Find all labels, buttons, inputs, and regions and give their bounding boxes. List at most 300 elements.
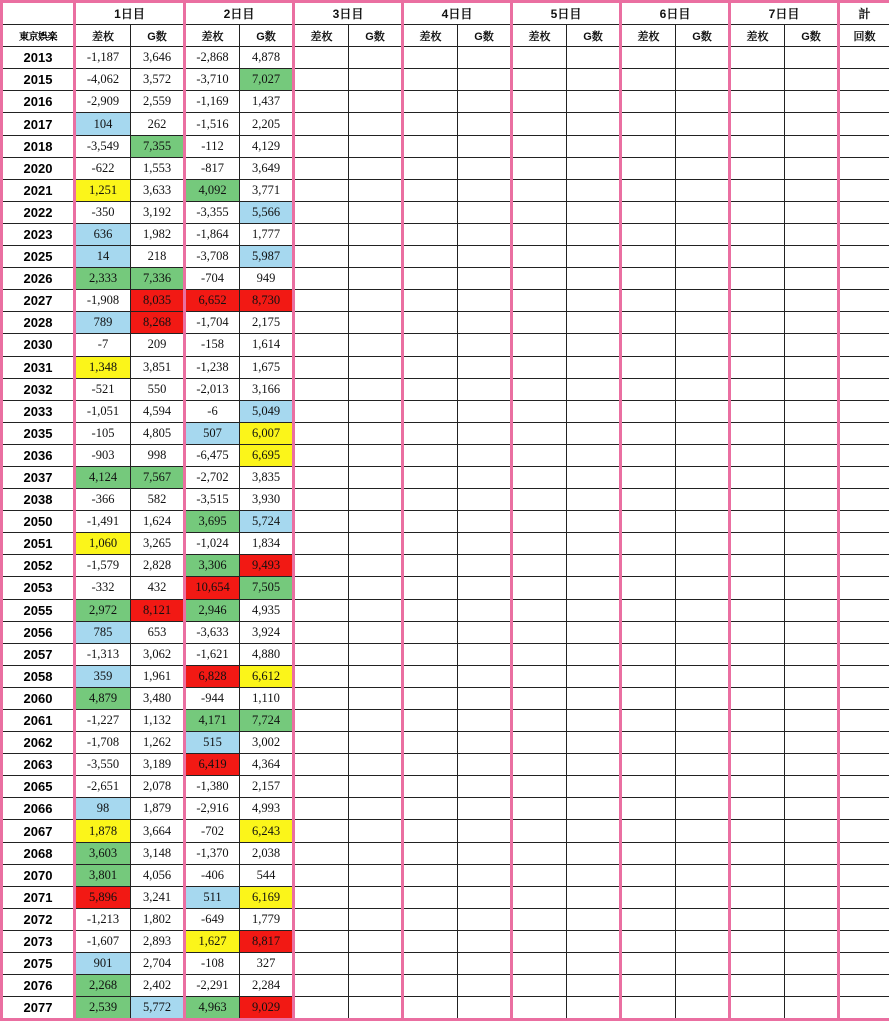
games-cell [567, 997, 621, 1020]
games-cell [567, 157, 621, 179]
games-cell [676, 91, 730, 113]
games-cell: 3,664 [131, 820, 185, 842]
diff-cell [512, 444, 567, 466]
games-cell [785, 864, 839, 886]
diff-cell [512, 511, 567, 533]
col-games-header: G数 [458, 25, 512, 47]
games-cell: 998 [131, 444, 185, 466]
diff-cell [730, 312, 785, 334]
diff-cell: -622 [75, 157, 131, 179]
games-cell: 3,148 [131, 842, 185, 864]
games-cell [567, 179, 621, 201]
diff-cell [730, 201, 785, 223]
diff-cell: -1,169 [185, 91, 240, 113]
diff-cell [512, 312, 567, 334]
count-cell [839, 754, 889, 776]
diff-cell: -2,916 [185, 798, 240, 820]
diff-cell [403, 334, 458, 356]
diff-cell: -1,313 [75, 643, 131, 665]
diff-cell: 3,801 [75, 864, 131, 886]
total-header: 計 [839, 2, 889, 25]
diff-cell [730, 113, 785, 135]
games-cell [785, 842, 839, 864]
diff-cell [730, 643, 785, 665]
diff-cell [294, 400, 349, 422]
games-cell: 5,049 [240, 400, 294, 422]
games-cell: 2,038 [240, 842, 294, 864]
games-cell [458, 157, 512, 179]
diff-cell [621, 113, 676, 135]
games-cell [785, 334, 839, 356]
machine-number: 2066 [2, 798, 75, 820]
games-cell: 4,594 [131, 400, 185, 422]
diff-cell [512, 69, 567, 91]
diff-cell [512, 820, 567, 842]
machine-number: 2077 [2, 997, 75, 1020]
games-cell [567, 290, 621, 312]
diff-cell: -3,550 [75, 754, 131, 776]
diff-cell: 3,603 [75, 842, 131, 864]
diff-cell: 1,060 [75, 533, 131, 555]
diff-cell [403, 820, 458, 842]
table-row [2, 179, 889, 201]
games-cell [458, 223, 512, 245]
diff-cell [621, 886, 676, 908]
table-row [2, 290, 889, 312]
diff-cell [621, 687, 676, 709]
games-cell [567, 908, 621, 930]
table-row [2, 444, 889, 466]
games-cell [567, 710, 621, 732]
games-cell [676, 643, 730, 665]
diff-cell [294, 864, 349, 886]
games-cell [676, 798, 730, 820]
diff-cell [621, 334, 676, 356]
machine-number: 2071 [2, 886, 75, 908]
day-header: 3日目 [294, 2, 403, 25]
diff-cell [512, 710, 567, 732]
games-cell: 4,993 [240, 798, 294, 820]
diff-cell [403, 444, 458, 466]
diff-cell [294, 842, 349, 864]
games-cell: 7,505 [240, 577, 294, 599]
diff-cell [621, 599, 676, 621]
diff-cell [621, 533, 676, 555]
diff-cell [512, 577, 567, 599]
games-cell [458, 268, 512, 290]
table-row [2, 997, 889, 1020]
games-cell [458, 246, 512, 268]
games-cell [349, 621, 403, 643]
diff-cell [730, 555, 785, 577]
games-cell: 7,724 [240, 710, 294, 732]
games-cell [676, 533, 730, 555]
diff-cell [621, 643, 676, 665]
table-row [2, 113, 889, 135]
games-cell [567, 776, 621, 798]
diff-cell [730, 710, 785, 732]
count-cell [839, 466, 889, 488]
games-cell [785, 268, 839, 290]
diff-cell: -3,515 [185, 489, 240, 511]
diff-cell [512, 91, 567, 113]
count-cell [839, 997, 889, 1020]
games-cell [458, 665, 512, 687]
diff-cell [403, 47, 458, 69]
games-cell: 3,646 [131, 47, 185, 69]
games-cell: 6,169 [240, 886, 294, 908]
diff-cell [294, 643, 349, 665]
diff-cell [403, 953, 458, 975]
diff-cell: -1,621 [185, 643, 240, 665]
table-row [2, 135, 889, 157]
diff-cell [512, 908, 567, 930]
games-cell [785, 754, 839, 776]
games-cell: 2,559 [131, 91, 185, 113]
diff-cell [621, 290, 676, 312]
games-cell: 3,480 [131, 687, 185, 709]
games-cell [458, 886, 512, 908]
games-cell: 3,771 [240, 179, 294, 201]
machine-number: 2075 [2, 953, 75, 975]
games-cell [676, 489, 730, 511]
table-row [2, 842, 889, 864]
games-cell [676, 223, 730, 245]
games-cell [567, 886, 621, 908]
diff-cell [403, 533, 458, 555]
diff-cell: -1,213 [75, 908, 131, 930]
diff-cell [403, 356, 458, 378]
table-row [2, 643, 889, 665]
machine-number: 2023 [2, 223, 75, 245]
games-cell [349, 400, 403, 422]
games-cell [458, 113, 512, 135]
diff-cell [621, 400, 676, 422]
games-cell [349, 599, 403, 621]
games-cell [349, 378, 403, 400]
diff-cell [730, 577, 785, 599]
games-cell [785, 975, 839, 997]
games-cell [676, 842, 730, 864]
diff-cell [403, 179, 458, 201]
diff-cell: -1,187 [75, 47, 131, 69]
count-cell [839, 776, 889, 798]
games-cell [567, 864, 621, 886]
games-cell: 6,243 [240, 820, 294, 842]
games-cell [567, 555, 621, 577]
games-cell [676, 621, 730, 643]
diff-cell [294, 710, 349, 732]
diff-cell [512, 334, 567, 356]
games-cell [785, 511, 839, 533]
games-cell: 1,675 [240, 356, 294, 378]
count-cell [839, 378, 889, 400]
table-row [2, 577, 889, 599]
games-cell [567, 621, 621, 643]
diff-cell: 2,946 [185, 599, 240, 621]
games-cell: 2,284 [240, 975, 294, 997]
count-cell [839, 577, 889, 599]
games-cell [785, 422, 839, 444]
diff-cell [621, 201, 676, 223]
diff-cell: -1,024 [185, 533, 240, 555]
games-cell [676, 687, 730, 709]
games-cell [349, 577, 403, 599]
diff-cell: -2,909 [75, 91, 131, 113]
diff-cell [621, 47, 676, 69]
diff-cell [730, 975, 785, 997]
diff-cell [294, 953, 349, 975]
diff-cell [294, 732, 349, 754]
games-cell [785, 157, 839, 179]
diff-cell [512, 842, 567, 864]
diff-cell [403, 135, 458, 157]
games-cell: 4,056 [131, 864, 185, 886]
games-cell: 3,062 [131, 643, 185, 665]
diff-cell [294, 334, 349, 356]
games-cell: 5,772 [131, 997, 185, 1020]
diff-cell [403, 555, 458, 577]
diff-cell [403, 489, 458, 511]
diff-cell [403, 798, 458, 820]
games-cell [676, 290, 730, 312]
games-cell [785, 886, 839, 908]
games-cell [676, 466, 730, 488]
games-cell [676, 665, 730, 687]
games-cell [676, 135, 730, 157]
diff-cell [730, 533, 785, 555]
games-cell: 4,935 [240, 599, 294, 621]
games-cell [567, 466, 621, 488]
diff-cell: -1,491 [75, 511, 131, 533]
games-cell: 9,493 [240, 555, 294, 577]
games-cell: 3,265 [131, 533, 185, 555]
diff-cell [621, 511, 676, 533]
games-cell [458, 179, 512, 201]
games-cell: 3,633 [131, 179, 185, 201]
diff-cell [621, 975, 676, 997]
games-cell [349, 69, 403, 91]
games-cell [567, 930, 621, 952]
machine-number: 2053 [2, 577, 75, 599]
games-cell [676, 908, 730, 930]
games-cell: 6,612 [240, 665, 294, 687]
diff-cell [512, 47, 567, 69]
table-row [2, 908, 889, 930]
diff-cell: 5,896 [75, 886, 131, 908]
games-cell: 1,132 [131, 710, 185, 732]
games-cell: 3,924 [240, 621, 294, 643]
machine-number: 2022 [2, 201, 75, 223]
games-cell [785, 356, 839, 378]
count-cell [839, 246, 889, 268]
col-games-header: G数 [676, 25, 730, 47]
games-cell [676, 69, 730, 91]
games-cell [349, 179, 403, 201]
diff-cell [621, 69, 676, 91]
diff-cell: 1,251 [75, 179, 131, 201]
games-cell [458, 687, 512, 709]
diff-cell [512, 422, 567, 444]
games-cell [349, 47, 403, 69]
diff-cell [512, 356, 567, 378]
diff-cell [621, 246, 676, 268]
count-cell [839, 643, 889, 665]
diff-cell [730, 290, 785, 312]
table-row [2, 533, 889, 555]
diff-cell [621, 577, 676, 599]
games-cell [458, 400, 512, 422]
games-cell [567, 113, 621, 135]
games-cell: 1,262 [131, 732, 185, 754]
games-cell [676, 47, 730, 69]
games-cell: 327 [240, 953, 294, 975]
count-cell [839, 91, 889, 113]
machine-number: 2076 [2, 975, 75, 997]
games-cell [349, 444, 403, 466]
diff-cell [294, 908, 349, 930]
diff-cell [512, 864, 567, 886]
games-cell: 4,878 [240, 47, 294, 69]
games-cell [785, 290, 839, 312]
games-cell [349, 157, 403, 179]
diff-cell [621, 776, 676, 798]
diff-cell [621, 268, 676, 290]
games-cell [676, 864, 730, 886]
games-cell [676, 312, 730, 334]
diff-cell: -2,291 [185, 975, 240, 997]
diff-cell [403, 754, 458, 776]
table-row [2, 489, 889, 511]
machine-number: 2062 [2, 732, 75, 754]
count-cell [839, 113, 889, 135]
games-cell: 5,724 [240, 511, 294, 533]
machine-number: 2063 [2, 754, 75, 776]
games-cell: 3,930 [240, 489, 294, 511]
diff-cell [294, 820, 349, 842]
diff-cell [403, 577, 458, 599]
games-cell [676, 710, 730, 732]
games-cell [785, 665, 839, 687]
diff-cell [294, 621, 349, 643]
table-row [2, 246, 889, 268]
diff-cell: -332 [75, 577, 131, 599]
games-cell [349, 555, 403, 577]
games-cell [349, 334, 403, 356]
games-cell [676, 157, 730, 179]
diff-cell [730, 69, 785, 91]
games-cell: 8,268 [131, 312, 185, 334]
games-cell [458, 91, 512, 113]
games-cell [676, 179, 730, 201]
games-cell [458, 511, 512, 533]
count-cell [839, 312, 889, 334]
diff-cell: 1,627 [185, 930, 240, 952]
games-cell [567, 91, 621, 113]
count-cell [839, 268, 889, 290]
diff-cell: 359 [75, 665, 131, 687]
diff-cell: 2,268 [75, 975, 131, 997]
games-cell [458, 312, 512, 334]
count-cell [839, 400, 889, 422]
games-cell: 3,835 [240, 466, 294, 488]
diff-cell: -704 [185, 268, 240, 290]
diff-cell [730, 400, 785, 422]
machine-number: 2073 [2, 930, 75, 952]
games-cell [458, 356, 512, 378]
table-row [2, 422, 889, 444]
diff-cell: -1,708 [75, 732, 131, 754]
diff-cell [294, 268, 349, 290]
games-cell [567, 820, 621, 842]
table-row [2, 710, 889, 732]
diff-cell [730, 268, 785, 290]
diff-cell [512, 290, 567, 312]
diff-cell [512, 113, 567, 135]
diff-cell [403, 312, 458, 334]
diff-cell: -3,710 [185, 69, 240, 91]
machine-number: 2015 [2, 69, 75, 91]
games-cell [785, 113, 839, 135]
games-cell: 4,805 [131, 422, 185, 444]
diff-cell: -108 [185, 953, 240, 975]
games-cell [458, 908, 512, 930]
games-cell [676, 334, 730, 356]
games-cell: 8,730 [240, 290, 294, 312]
diff-cell [621, 91, 676, 113]
diff-cell [294, 665, 349, 687]
diff-cell: 785 [75, 621, 131, 643]
games-cell: 550 [131, 378, 185, 400]
col-diff-header: 差枚 [185, 25, 240, 47]
table-row [2, 555, 889, 577]
count-cell [839, 732, 889, 754]
diff-cell: 789 [75, 312, 131, 334]
games-cell [785, 687, 839, 709]
diff-cell [512, 798, 567, 820]
diff-cell [403, 621, 458, 643]
diff-cell: 6,828 [185, 665, 240, 687]
games-cell [567, 201, 621, 223]
diff-cell [512, 687, 567, 709]
games-cell [676, 930, 730, 952]
diff-cell [294, 466, 349, 488]
games-cell: 8,121 [131, 599, 185, 621]
games-cell [567, 643, 621, 665]
machine-number: 2050 [2, 511, 75, 533]
diff-cell: 2,972 [75, 599, 131, 621]
games-cell [676, 776, 730, 798]
table-row [2, 466, 889, 488]
diff-cell [621, 621, 676, 643]
col-games-header: G数 [131, 25, 185, 47]
games-cell [567, 754, 621, 776]
games-cell: 1,879 [131, 798, 185, 820]
diff-cell [621, 179, 676, 201]
machine-number: 2025 [2, 246, 75, 268]
diff-cell [403, 290, 458, 312]
games-cell: 218 [131, 246, 185, 268]
diff-cell [730, 511, 785, 533]
diff-cell [730, 820, 785, 842]
diff-cell [403, 710, 458, 732]
games-cell: 3,572 [131, 69, 185, 91]
table-row [2, 312, 889, 334]
count-cell [839, 444, 889, 466]
count-cell [839, 908, 889, 930]
machine-number: 2055 [2, 599, 75, 621]
table-row [2, 930, 889, 952]
